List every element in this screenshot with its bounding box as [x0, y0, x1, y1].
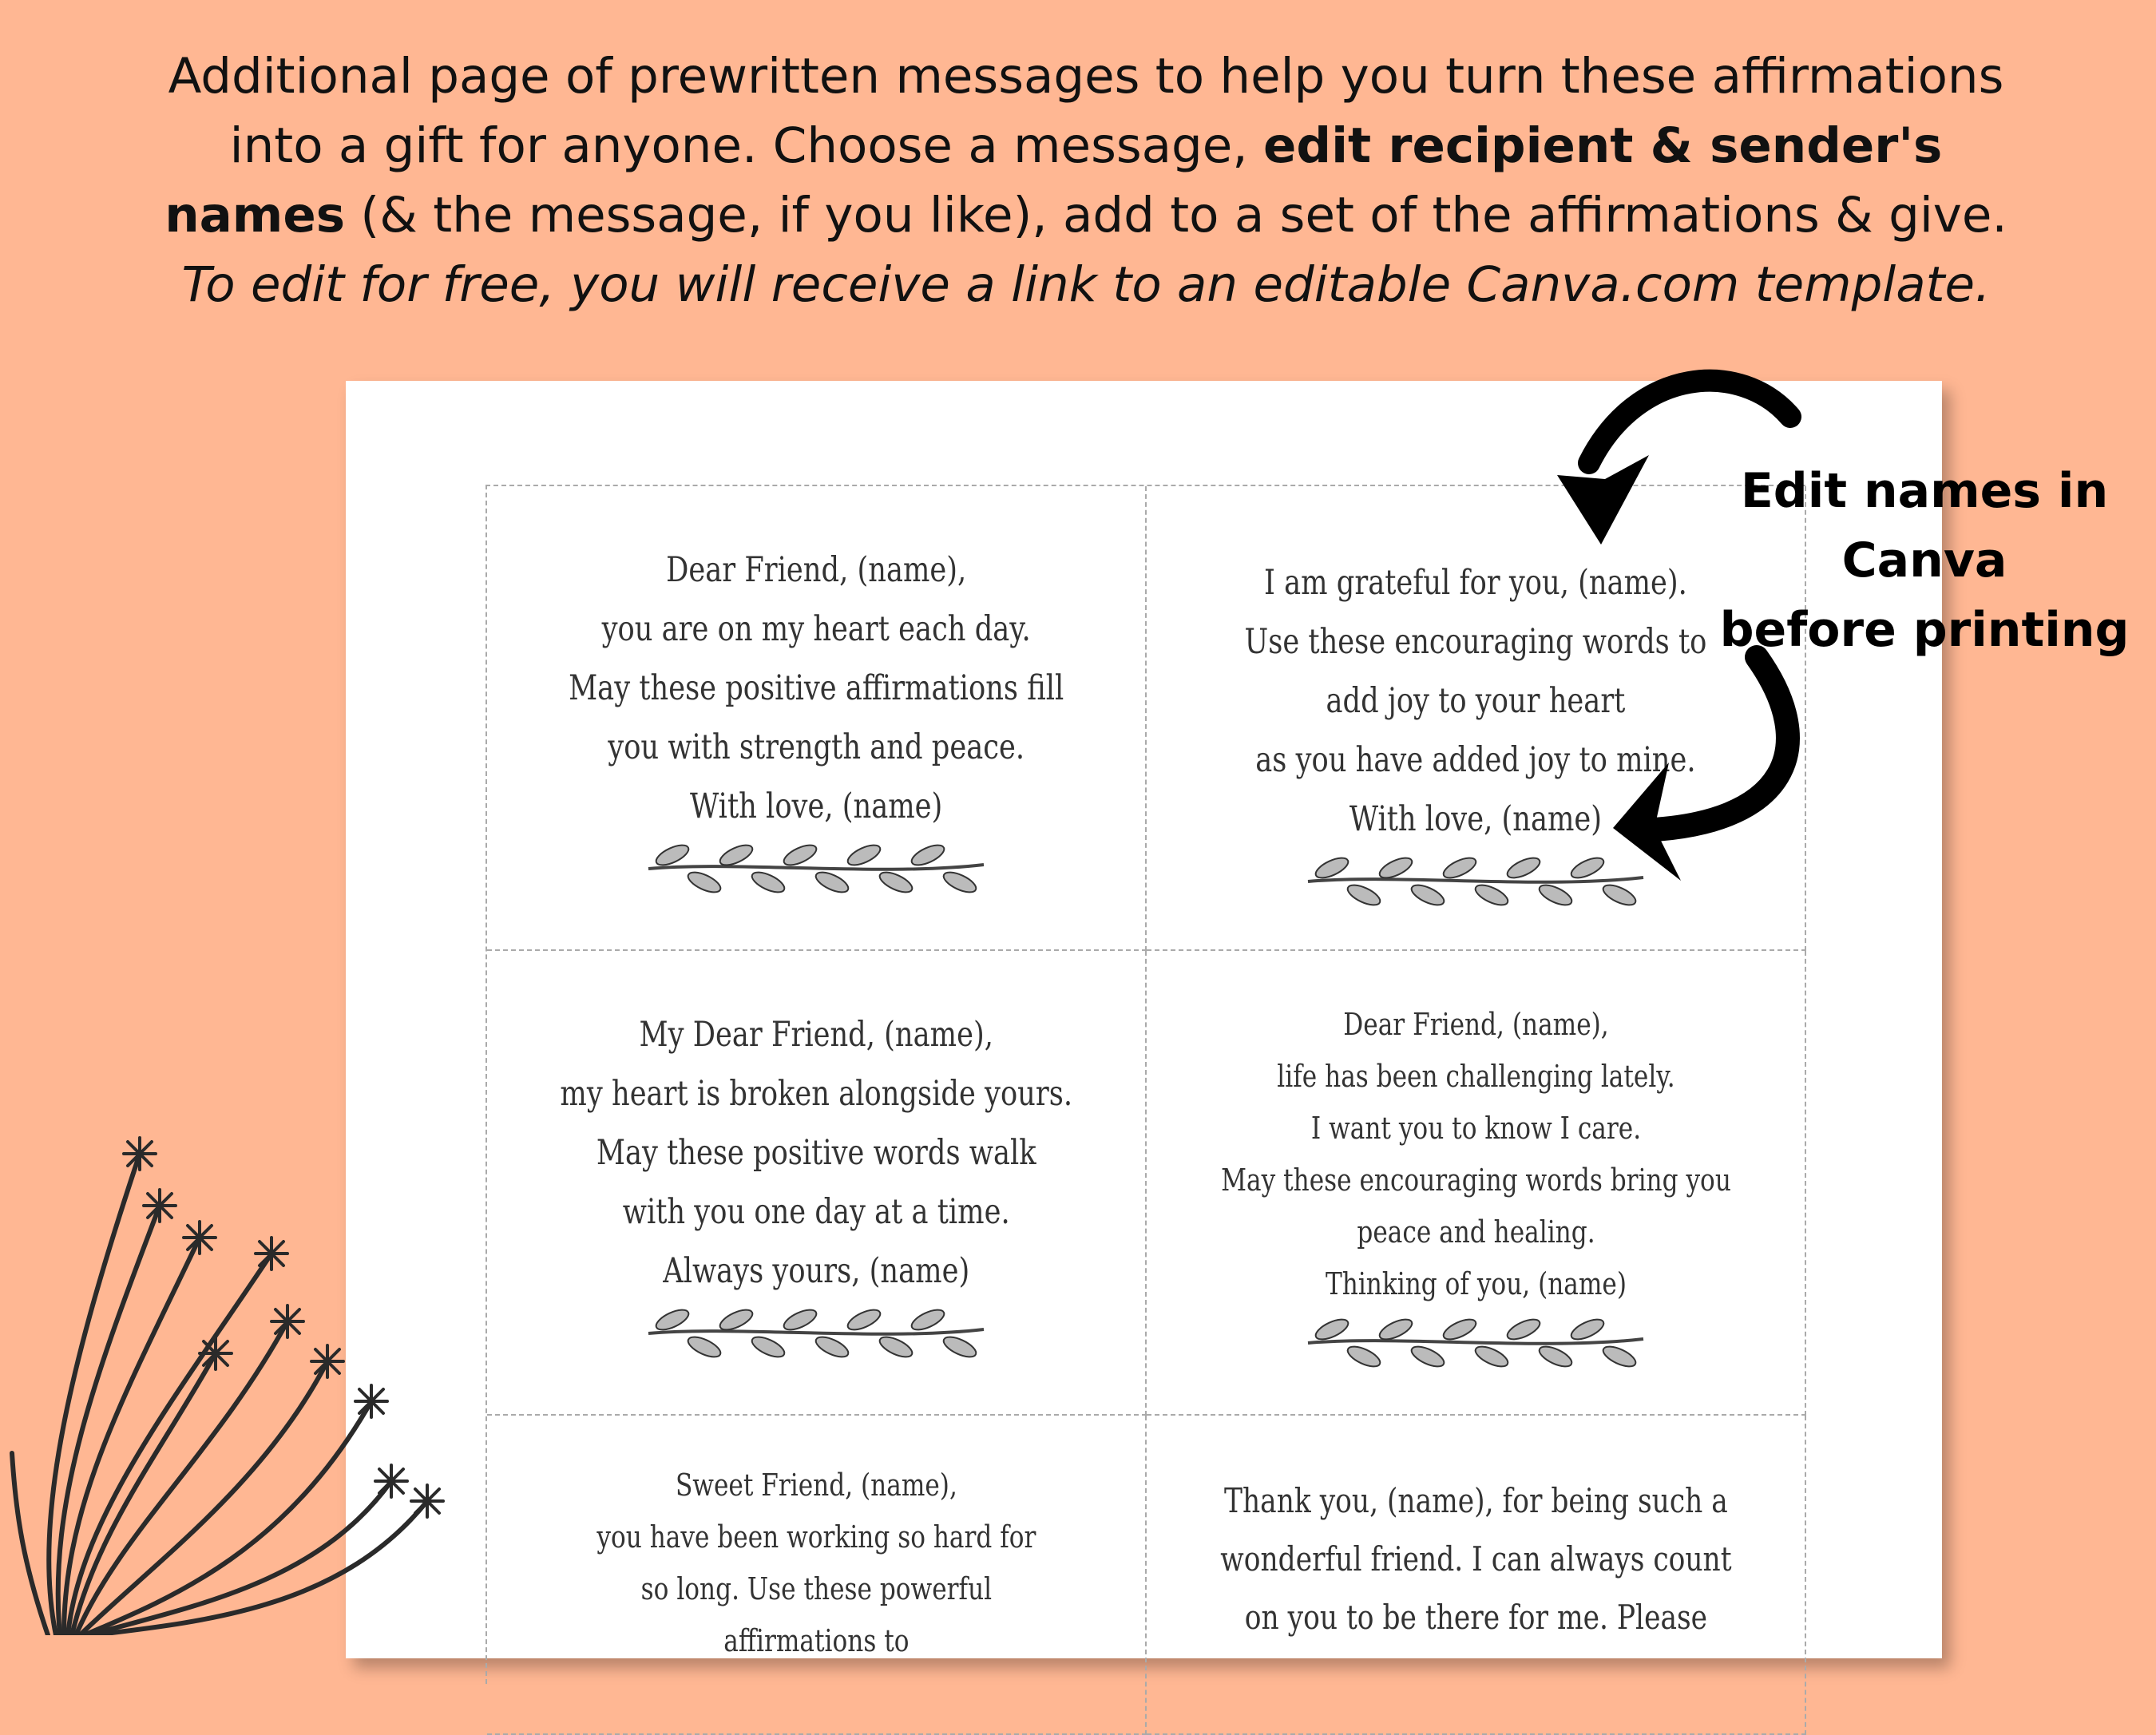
- message-card-5: [487, 1416, 1147, 1735]
- intro-line-3-emphasis: names: [164, 187, 346, 244]
- callout-line-1: Edit names in: [1740, 463, 2109, 519]
- intro-line-4: To edit for free, you will receive a link to an editable Canva.com template.: [181, 256, 1991, 313]
- card-message-line: My Dear Friend, (name),: [639, 1015, 993, 1055]
- card-message-line: as you have added joy to mine.: [1255, 740, 1696, 780]
- edit-names-callout: [1709, 457, 2140, 665]
- leaf-sprig-icon: [1300, 1315, 1651, 1374]
- card-message-line: Sweet Friend, (name),: [675, 1468, 957, 1503]
- intro-line-1: Additional page of prewritten messages to help you turn these affirmations: [168, 48, 2004, 105]
- card-message-line: on you to be there for me. Please: [1244, 1598, 1707, 1637]
- message-card-6: [1147, 1416, 1806, 1735]
- card-message-line: you with strength and peace.: [608, 727, 1024, 767]
- intro-line-2-start: into a gift for anyone. Choose a message,: [229, 117, 1264, 174]
- card-message: [1164, 1472, 1788, 1646]
- intro-line-2: [120, 111, 2052, 180]
- intro-text: [120, 42, 2052, 319]
- card-message-line: Dear Friend, (name),: [1342, 1007, 1609, 1042]
- card-message-line: affirmations to: [723, 1623, 910, 1658]
- card-message-line: life has been challenging lately.: [1276, 1059, 1675, 1094]
- card-message: [514, 541, 1118, 836]
- card-message: [504, 1005, 1128, 1301]
- message-card-4: [1147, 951, 1806, 1416]
- card-message-line: I want you to know I care.: [1310, 1111, 1641, 1146]
- leaf-sprig-icon: [640, 841, 992, 900]
- card-message-line: With love, (name): [689, 786, 943, 826]
- curved-arrow-icon: [1605, 643, 1813, 890]
- card-message-line: May these positive words walk: [596, 1133, 1036, 1173]
- card-message-line: you have been working so hard for: [596, 1519, 1036, 1555]
- card-message-line: With love, (name): [1349, 799, 1603, 839]
- message-card-1: [487, 486, 1147, 951]
- intro-line-3: [120, 180, 2052, 250]
- leaf-sprig-icon: [1300, 854, 1651, 913]
- card-message: [549, 1460, 1084, 1667]
- card-message-line: Dear Friend, (name),: [665, 550, 967, 590]
- card-message-line: my heart is broken alongside yours.: [560, 1074, 1072, 1114]
- card-message-line: you are on my heart each day.: [601, 609, 1031, 649]
- card-message-line: wonderful friend. I can always count: [1219, 1539, 1732, 1579]
- callout-line-2: Canva: [1841, 533, 2007, 588]
- card-message-line: May these encouraging words bring you: [1220, 1163, 1731, 1198]
- card-message-line: May these positive affirmations fill: [568, 668, 1064, 708]
- card-message-line: add joy to your heart: [1326, 681, 1626, 721]
- card-message-line: Thinking of you, (name): [1325, 1266, 1627, 1301]
- leaf-sprig-icon: [640, 1305, 992, 1365]
- card-message: [1165, 999, 1787, 1310]
- card-message-line: Always yours, (name): [663, 1251, 969, 1291]
- card-message-line: I am grateful for you, (name).: [1264, 563, 1687, 603]
- intro-line-3-rest: (& the message, if you like), add to a set of the affirmations & give.: [345, 187, 2007, 244]
- card-message-line: with you one day at a time.: [622, 1192, 1010, 1232]
- card-message-line: peace and healing.: [1356, 1214, 1595, 1250]
- intro-line-2-emphasis: edit recipient & sender's: [1263, 117, 1943, 174]
- message-card-3: [487, 951, 1147, 1416]
- callout-line-3: before printing: [1719, 602, 2130, 658]
- dandelion-icon: [0, 1118, 495, 1635]
- card-message-line: so long. Use these powerful: [640, 1571, 992, 1606]
- card-message-line: Use these encouraging words to: [1244, 622, 1707, 662]
- printable-sheet: [346, 381, 1942, 1658]
- card-message-line: Thank you, (name), for being such a: [1223, 1481, 1728, 1520]
